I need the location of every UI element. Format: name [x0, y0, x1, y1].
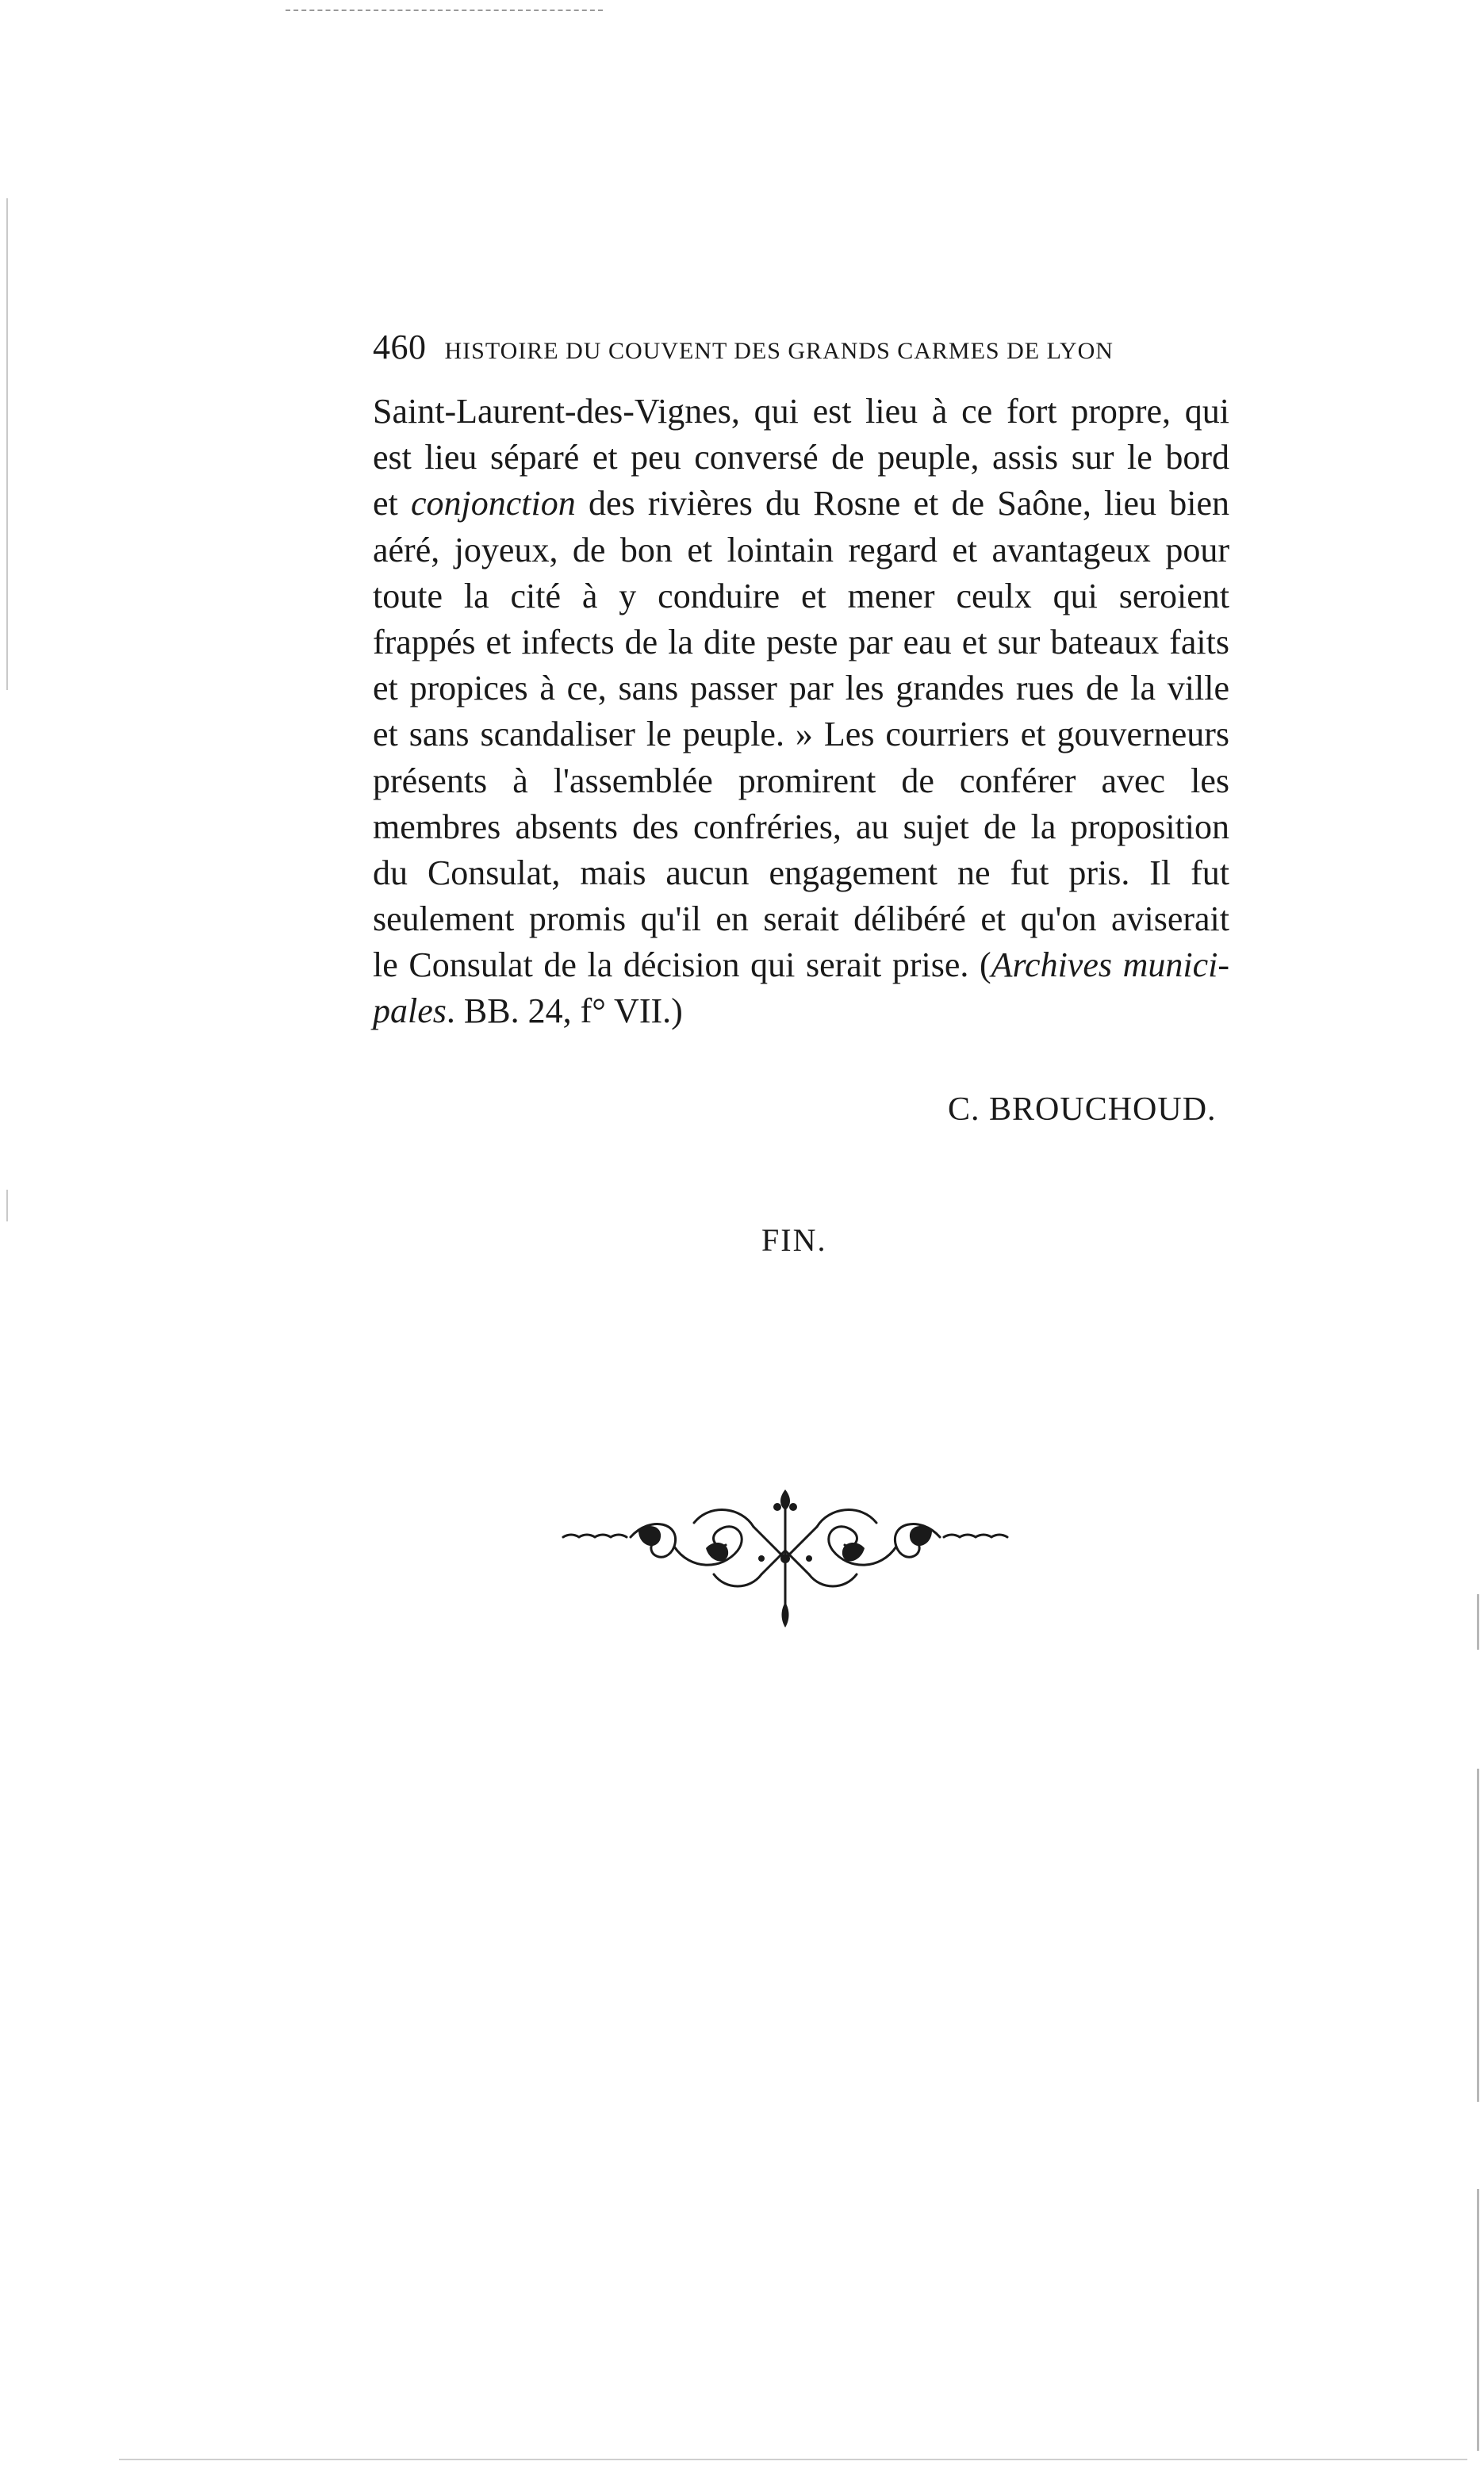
- text-line: membres absents des confréries, au sujet de la proposition: [373, 807, 1229, 846]
- running-title: HISTOIRE DU COUVENT DES GRANDS CARMES DE LYON: [444, 338, 1114, 364]
- text-fragment: et: [373, 484, 398, 523]
- page-number: 460: [373, 328, 427, 366]
- scan-artifact-left-small: [6, 1190, 8, 1221]
- text-fragment: le Consulat de la décision qui serait prise. (: [373, 945, 991, 985]
- text-line: seulement promis qu'il en serait délibéré et qu'on aviserait: [373, 899, 1229, 939]
- italic-term: conjonction: [411, 484, 576, 523]
- italic-citation: Archives munici-: [991, 945, 1229, 985]
- text-line: et propices à ce, sans passer par les grandes rues de la ville: [373, 669, 1229, 708]
- text-line: [373, 988, 1229, 1034]
- scan-artifact-right: [1477, 1769, 1479, 2102]
- scan-artifact-left: [6, 198, 8, 690]
- text-line: frappés et infects de la dite peste par eau et sur bateaux faits: [373, 622, 1229, 661]
- text-line: du Consulat, mais aucun engagement ne fut pris. Il fut: [373, 853, 1229, 892]
- fleuron-ornament-icon: [555, 1483, 1015, 1634]
- text-line: [373, 942, 1229, 988]
- text-fragment: des rivières du Rosne et de Saône, lieu bien: [589, 484, 1230, 523]
- italic-citation: pales: [373, 991, 447, 1031]
- scan-artifact-right: [1477, 1594, 1479, 1650]
- scan-artifact-bottom: [119, 2459, 1467, 2460]
- text-line: toute la cité à y conduire et mener ceulx qui seroient: [373, 576, 1229, 615]
- text-line: aéré, joyeux, de bon et lointain regard et avantageux pour: [373, 530, 1229, 569]
- text-fragment: . BB. 24, f° VII.): [446, 991, 683, 1031]
- text-line: présents à l'assemblée promirent de conférer avec les: [373, 761, 1229, 800]
- text-line: [373, 481, 1229, 527]
- author-signature: C. BROUCHOUD.: [948, 1091, 1217, 1128]
- scan-artifact-right: [1477, 2189, 1479, 2451]
- text-line: est lieu séparé et peu conversé de peuple, assis sur le bord: [373, 438, 1229, 477]
- text-line: et sans scandaliser le peuple. » Les courriers et gouverneurs: [373, 715, 1229, 754]
- scan-artifact-top: [286, 10, 603, 11]
- text-line: Saint-Laurent-des-Vignes, qui est lieu à ce fort propre, qui: [373, 392, 1229, 431]
- body-text: [373, 389, 1229, 1035]
- closing-word: FIN.: [761, 1222, 827, 1258]
- running-header: [373, 327, 1198, 367]
